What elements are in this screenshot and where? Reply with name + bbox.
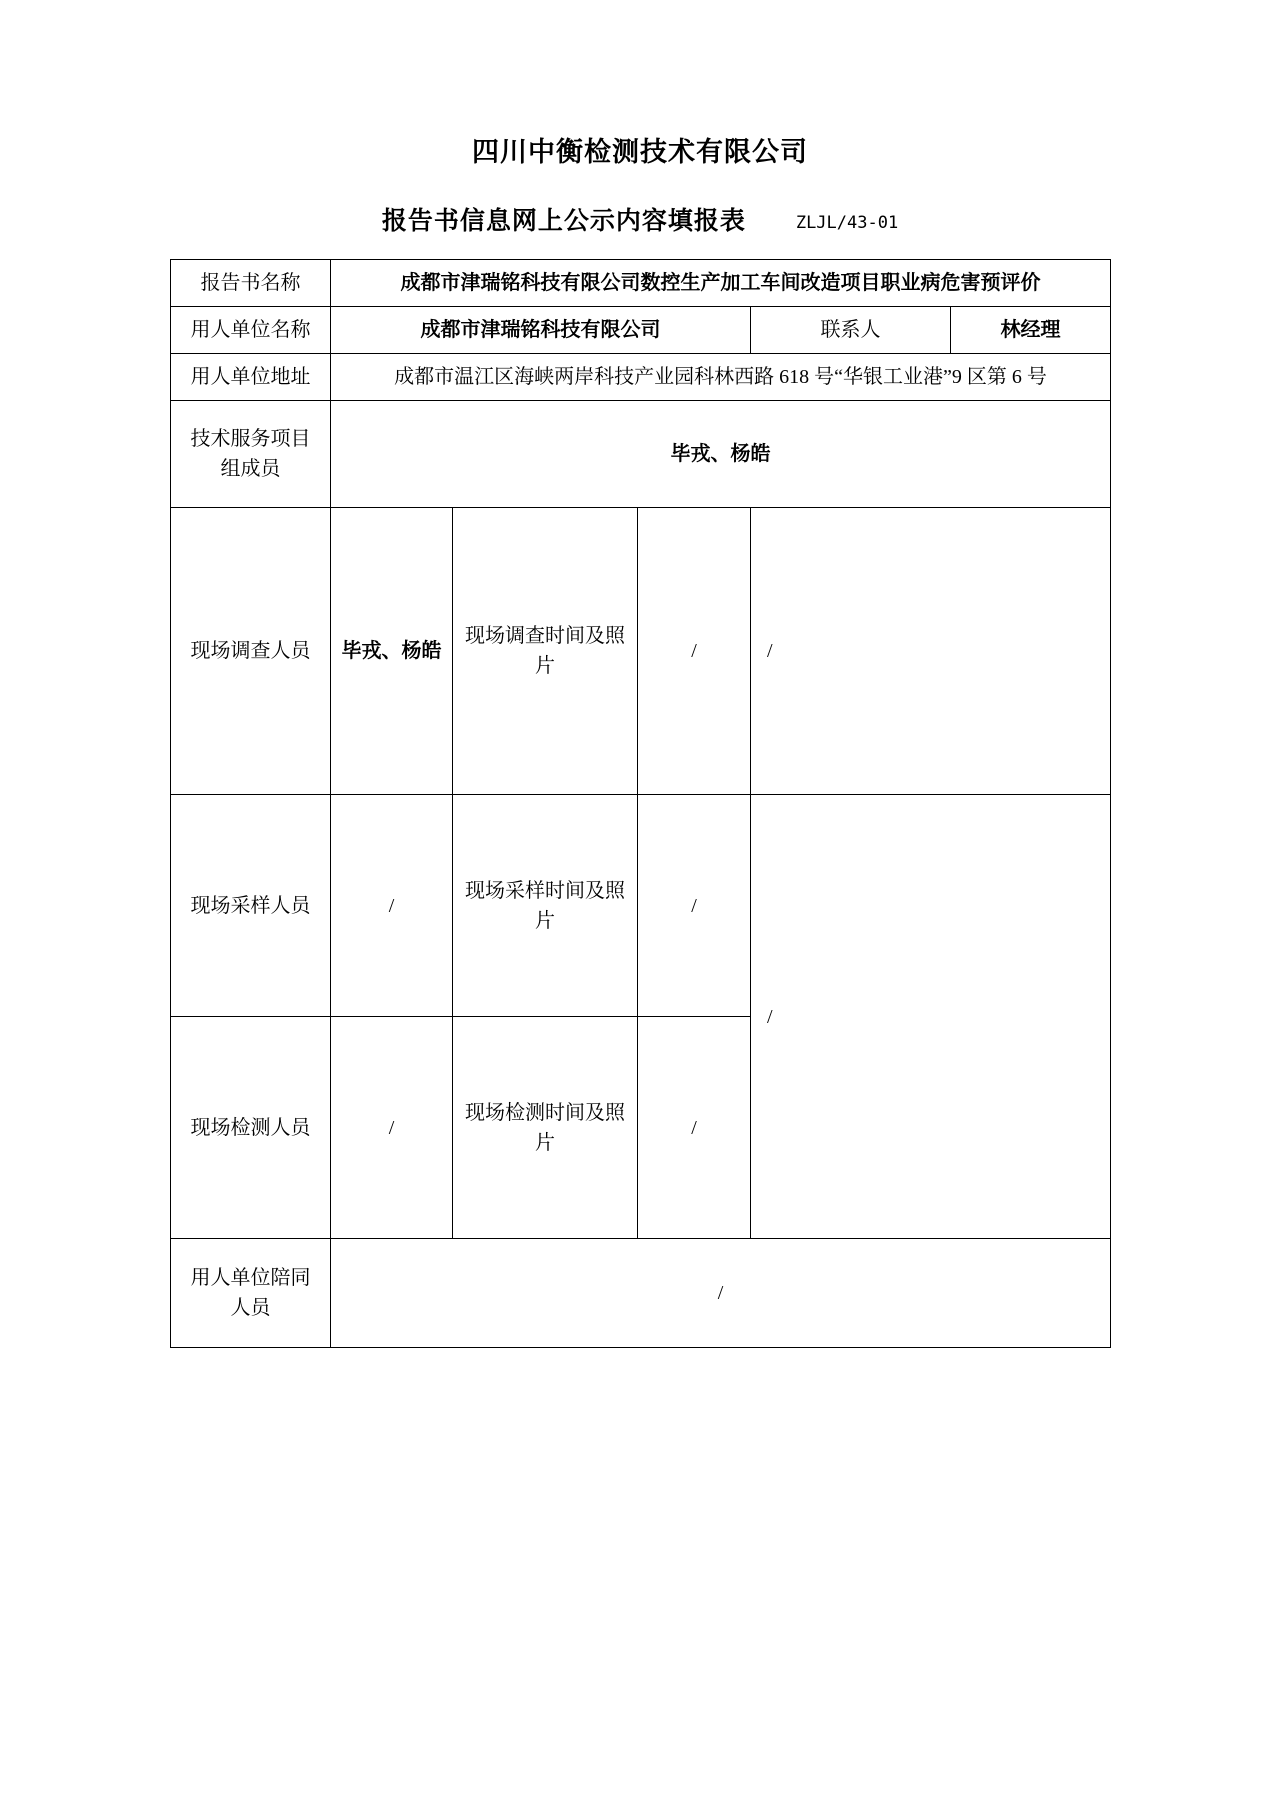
value-site-testing-personnel: / xyxy=(331,1017,453,1239)
company-title: 四川中衡检测技术有限公司 xyxy=(472,137,808,167)
table-row-report-name xyxy=(171,260,1111,307)
table-row-accompanying xyxy=(171,1239,1111,1348)
table-row-site-sampling xyxy=(171,795,1111,1017)
label-report-name: 报告书名称 xyxy=(171,260,331,307)
label-contact-person: 联系人 xyxy=(751,307,951,354)
value-report-name: 成都市津瑞铭科技有限公司数控生产加工车间改造项目职业病危害预评价 xyxy=(331,260,1111,307)
label-accompanying: 用人单位陪同人员 xyxy=(171,1239,331,1348)
label-team-members: 技术服务项目组成员 xyxy=(171,401,331,508)
value-site-testing-time-photo: / xyxy=(638,1017,751,1239)
table-row-employer-name xyxy=(171,307,1111,354)
value-contact-person: 林经理 xyxy=(951,307,1111,354)
value-site-sampling-extra: / xyxy=(751,795,1111,1239)
value-site-sampling-time-photo: / xyxy=(638,795,751,1017)
value-employer-address: 成都市温江区海峡两岸科技产业园科林西路 618 号“华银工业港”9 区第 6 号 xyxy=(331,354,1111,401)
value-team-members: 毕戎、杨皓 xyxy=(331,401,1111,508)
table-row-site-survey xyxy=(171,508,1111,795)
subtitle-row xyxy=(170,201,1110,237)
label-site-testing: 现场检测人员 xyxy=(171,1017,331,1239)
label-site-sampling: 现场采样人员 xyxy=(171,795,331,1017)
report-form-table xyxy=(170,259,1111,1348)
label-employer-address: 用人单位地址 xyxy=(171,354,331,401)
value-accompanying: / xyxy=(331,1239,1111,1348)
table-row-employer-address xyxy=(171,354,1111,401)
value-site-survey-time-photo: / xyxy=(638,508,751,795)
value-site-survey-extra: / xyxy=(751,508,1111,795)
table-row-team-members xyxy=(171,401,1111,508)
label-site-testing-time-photo: 现场检测时间及照片 xyxy=(453,1017,638,1239)
value-employer-name: 成都市津瑞铭科技有限公司 xyxy=(331,307,751,354)
form-code: ZLJL/43-01 xyxy=(795,213,899,233)
value-site-sampling-personnel: / xyxy=(331,795,453,1017)
value-site-survey-personnel: 毕戎、杨皓 xyxy=(331,508,453,795)
label-site-survey: 现场调查人员 xyxy=(171,508,331,795)
page-title: 报告书信息网上公示内容填报表 xyxy=(381,207,746,235)
label-site-survey-time-photo: 现场调查时间及照片 xyxy=(453,508,638,795)
label-employer-name: 用人单位名称 xyxy=(171,307,331,354)
label-site-sampling-time-photo: 现场采样时间及照片 xyxy=(453,795,638,1017)
